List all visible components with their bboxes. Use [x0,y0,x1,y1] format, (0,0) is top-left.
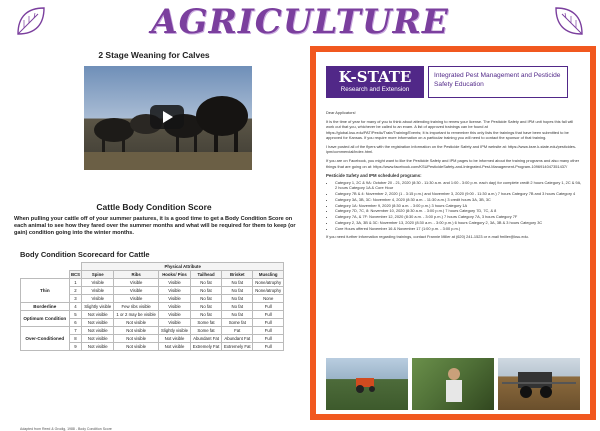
table-header-row [21,271,284,279]
table-cell: Full [253,327,284,335]
table-cell: None/atrophy [253,279,284,287]
table-row [21,279,284,287]
photo-applicator [412,358,494,410]
table-cell: Visible [82,295,114,303]
photo-field-tractor [326,358,408,410]
play-icon [163,111,173,123]
column-header: Muscling [253,271,284,279]
table-cell: 3 [69,295,82,303]
table-cell: No fat [222,311,253,319]
schedule-item: • Category 2, 3A, 3B & 3C: November 13, 2020 (8:30 a.m. - 3:00 p.m.) 6 hours Category 2, 3A, 3B & 3 hours Category 3C [335,220,582,225]
table-super-header-row [21,263,284,271]
table-cell: Visible [159,287,191,295]
table-cell: Few ribs visible [114,303,159,311]
table-cell: 6 [69,319,82,327]
table-cell: Visible [82,279,114,287]
table-cell: Not visible [82,319,114,327]
table-cell: Not visible [114,319,159,327]
table-cell: No fat [190,311,221,319]
schedule-item: • Category 1, 2C & 9A: October 20 - 21, 2020 (8:30 - 11:30 a.m. and 1:00 - 3:00 p.m. each day) for complete credit 2 hours Category 1, 2C & 9A, 2 hours Category 1A & Core Hour [335,180,582,190]
schedule-item: • Category 3A, 3B, 3C: November 4, 2020 (8:30 a.m. - 11:30 a.m.) 3 credit hours 3A, 3B, 3C [335,197,582,202]
table-cell: Abundant Fat [190,335,221,343]
ipm-title: Integrated Pest Management and Pesticide Safety Education [428,66,568,98]
contact-text: If you need further information regarding trainings, contact Frannie Miller at (620) 241-1523 or e-mail fmiller@ksu.edu. [326,234,529,240]
table-cell: Not visible [82,335,114,343]
flyer-paragraph: Dear Applicators! [326,110,356,115]
group-label: Thin [21,279,70,303]
table-caption: Adapted from Reed & Grodig, 1988 - Body Condition Score [20,427,112,431]
flyer-content [316,52,590,414]
table-cell: Visible [159,295,191,303]
table-cell: No fat [222,287,253,295]
table-cell: 5 [69,311,82,319]
column-header: Hooks/ Pins [159,271,191,279]
leaf-icon [14,4,48,38]
leaf-icon [552,4,586,38]
bcs-heading: Cattle Body Condition Score [96,202,212,212]
column-header: Tailhead [190,271,221,279]
page-header [0,0,600,44]
table-cell: Full [253,311,284,319]
bcs-paragraph: When pulling your cattle off of your summer pastures, it is a good time to get a Body Condition Score on each animal to see how they fared over the summer months and what will be required for them to keep (or gain) condition going into the winter months. [14,216,296,236]
video-title: 2 Stage Weaning for Calves [98,50,210,60]
group-label: Borderline [21,303,70,311]
schedule-list [326,180,582,231]
table-cell: Visible [159,303,191,311]
schedule-heading: Pesticide Safety and IPM scheduled programs: [326,172,422,178]
flyer-paragraph: If you are on Facebook, you might want to like the Pesticide Safety and IPM pages to be informed about the training programs and also many other things that are going on at: https://www.facebook.com/KSUPesticideSafety-and-Integrated-Pest-Management-Program-1096914047351437/ [326,158,580,169]
table-cell: Visible [159,311,191,319]
schedule-item: • Category 7D, 7C, 8: November 10, 2020 (8:30 a.m. - 3:00 p.m.) 7 hours Category 7D, 7C, & 8 [335,208,582,213]
photo-sprayer [498,358,580,410]
group-label: Over-Conditioned [21,327,70,351]
schedule-item: • Category 1A: November 9, 2020 (8:30 a.m. - 3:00 p.m.) 3 hours Category 1A [335,203,582,208]
table-cell: 9 [69,343,82,351]
scorecard-table [20,262,284,351]
table-cell: Visible [114,287,159,295]
column-header: Spine [82,271,114,279]
column-header: Brisket [222,271,253,279]
video-player[interactable] [84,66,252,170]
table-cell: Some fat [222,319,253,327]
flyer-paragraph: It is the time of year for many of you to think about attending training to renew your license. The Pesticide Safety and IPM unit hopes this fall will work out that you, whichever be called to an exam. A list of approved trainings can be found at https://global.ksu.edu/PAT/Pestic/Train/Training/Events; It is important to remember this only lists the trainings that have been submitted to be approved for Kansas. If you require more information on a particular training you will need to contact the sponsor of that training. [326,119,574,140]
table-cell: Not visible [159,335,191,343]
table-cell: No fat [190,279,221,287]
super-header: Physical Attribute [82,263,284,271]
table-cell: Full [253,343,284,351]
table-cell: No fat [190,295,221,303]
table-cell: 7 [69,327,82,335]
scorecard-title: Body Condition Scorecard for Cattle [20,250,150,259]
table-cell: 8 [69,335,82,343]
table-cell: Abundant Fat [222,335,253,343]
table-cell: Full [253,335,284,343]
table-cell: No fat [190,303,221,311]
table-cell: Visible [159,279,191,287]
table-row [21,303,284,311]
table-cell: 1 or 2 may be visible [114,311,159,319]
schedule-item: • Core Hours offered November 16 & November 17 (1:00 p.m. - 3:00 p.m.) [335,226,582,231]
table-cell: Not visible [114,335,159,343]
column-header: BCS [70,272,81,277]
play-button[interactable] [150,105,184,129]
page-title: AGRICULTURE [151,2,449,42]
table-cell: 1 [69,279,82,287]
table-cell: Not visible [82,327,114,335]
table-cell: Not visible [82,311,114,319]
table-cell: 4 [69,303,82,311]
table-row [21,327,284,335]
flyer-paragraph: I have posted all of the flyers with the registration information on the Pesticide Safety and IPM website at: https://www.ksre.k-state.edu/pesticides-ipm/commercial/index.html. [326,144,577,155]
table-cell: Some fat [190,327,221,335]
table-cell: Visible [159,319,191,327]
schedule-item: • Category 7A, & 7F: November 12, 2020 (8:30 a.m. - 3:00 p.m.) 7 hours Category 7A, 3 hours Category 7F [335,214,582,219]
table-cell: Visible [82,287,114,295]
logo-kstate-text: K-STATE [338,68,412,86]
table-cell: Some fat [190,319,221,327]
table-cell: None [253,295,284,303]
table-cell: Extremely Fat [222,343,253,351]
table-cell: No fat [222,279,253,287]
table-cell: Not visible [114,343,159,351]
kstate-logo [326,66,424,98]
table-cell: Fat [222,327,253,335]
group-label: Optimum Condition [21,311,70,327]
schedule-item: • Category 7B & 4: November 2, 2020 (1 - 3:15 p.m.) and November 3, 2020 (9:00 - 11:30 a.m.) 7 hours Category 7B and 3 hours Category 4 [335,191,582,196]
table-cell: Not visible [82,343,114,351]
table-cell: No fat [222,295,253,303]
table-cell: No fat [190,287,221,295]
kstate-flyer [310,46,596,420]
table-cell: Not visible [159,343,191,351]
table-cell: No fat [222,303,253,311]
table-cell: Full [253,303,284,311]
table-cell: None/atrophy [253,287,284,295]
left-column [8,46,300,431]
column-header: Ribs [114,271,159,279]
logo-sub-text: Research and Extension [340,86,410,93]
table-cell: Full [253,319,284,327]
flyer-letter [326,110,582,243]
table-cell: Slightly visible [159,327,191,335]
table-cell: Visible [114,295,159,303]
table-cell: Slightly visible [82,303,114,311]
table-cell: Extremely Fat [190,343,221,351]
table-row [21,311,284,319]
table-cell: Not visible [114,327,159,335]
table-cell: 2 [69,287,82,295]
table-cell: Visible [114,279,159,287]
